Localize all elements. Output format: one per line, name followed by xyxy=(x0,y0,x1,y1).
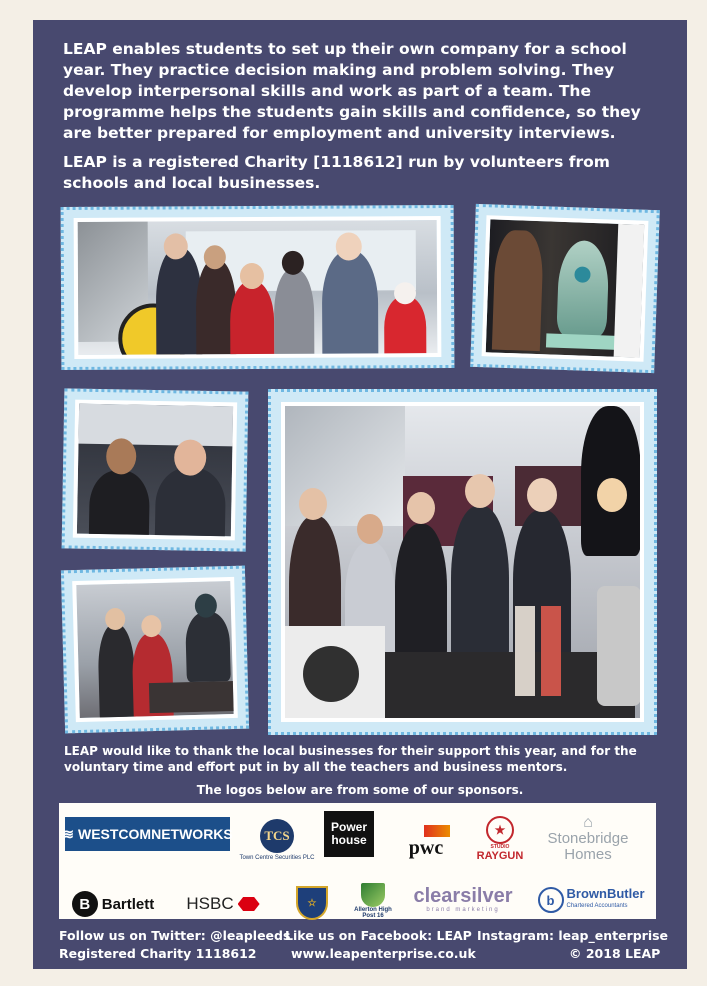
school-crest-logo xyxy=(295,887,329,919)
photo-two-men xyxy=(62,388,249,551)
powerhouse-logo xyxy=(324,811,374,857)
footer-charity: Registered Charity 1118612 xyxy=(59,946,257,961)
allerton-line-2: Post 16 xyxy=(362,913,384,919)
flyer-panel xyxy=(33,20,687,969)
wifi-icon: ≋ xyxy=(62,825,74,842)
studio-raygun-logo xyxy=(469,811,531,867)
footer-facebook: Like us on Facebook: LEAP xyxy=(285,928,472,943)
footer-instagram: Instagram: leap_enterprise xyxy=(477,928,669,943)
brownbutler-b-icon: b xyxy=(538,887,564,913)
hsbc-hexagon-icon xyxy=(238,897,260,911)
raygun-studio: STUDIO xyxy=(490,844,510,850)
bartlett-name: Bartlett xyxy=(101,895,155,913)
powerhouse-line-1: Power xyxy=(330,820,367,834)
raygun-name: RAYGUN xyxy=(476,850,524,862)
tcs-mark: TCS xyxy=(260,819,294,853)
powerhouse-line-2: house xyxy=(331,833,367,847)
clearsilver-sub: brand marketing xyxy=(426,907,500,913)
photo-group-product xyxy=(268,389,657,735)
raygun-icon: ★ xyxy=(486,816,514,844)
brownbutler-logo xyxy=(537,883,645,917)
brownbutler-text xyxy=(567,887,645,913)
westcom-networks-logo xyxy=(62,817,233,851)
westcom-name: WESTCOMNETWORKS xyxy=(77,826,233,842)
pwc-mark-icon xyxy=(424,825,450,837)
tcs-name: Town Centre Securities PLC xyxy=(239,855,315,861)
clearsilver-logo xyxy=(407,883,519,917)
brownbutler-sub: Chartered Accountants xyxy=(566,903,628,909)
intro-paragraph-2: LEAP is a registered Charity [1118612] run by volunteers from schools and local businesses. xyxy=(63,153,610,192)
allerton-shield-icon xyxy=(361,883,385,907)
hsbc-name: HSBC xyxy=(186,894,234,913)
photo-visitors-stall xyxy=(61,566,249,734)
pwc-name: pwc xyxy=(408,836,444,859)
footer-copyright: © 2018 LEAP xyxy=(569,946,661,961)
stonebridge-line-2: Homes xyxy=(564,846,612,863)
intro-text xyxy=(63,39,663,202)
allerton-high-logo xyxy=(351,881,395,921)
sponsor-logos xyxy=(59,803,656,919)
hsbc-logo xyxy=(175,891,271,917)
stonebridge-line-1: Stonebridge xyxy=(547,830,629,847)
bartlett-b-icon: B xyxy=(72,891,98,917)
footer-twitter: Follow us on Twitter: @leapleeds xyxy=(59,928,291,943)
sponsors-note: The logos below are from some of our sponsors. xyxy=(196,783,524,797)
bartlett-logo xyxy=(67,889,159,919)
stonebridge-homes-logo xyxy=(533,809,643,869)
crest-icon: ☆ xyxy=(296,886,328,920)
photo-group-stand xyxy=(61,205,455,370)
allerton-line-1: Allerton High xyxy=(354,907,392,913)
tcs-logo xyxy=(235,813,319,867)
clearsilver-name: clearsilver xyxy=(413,885,513,907)
house-icon: ⌂ xyxy=(583,814,593,831)
brownbutler-name: BrownButler xyxy=(566,886,645,901)
pwc-logo xyxy=(395,821,457,863)
thanks-text: LEAP would like to thank the local businesses for their support this year, and for the voluntary time and effort put in by all the teachers and business mentors. xyxy=(64,744,637,774)
photo-award-trophy xyxy=(470,204,660,373)
intro-paragraph-1: LEAP enables students to set up their own company for a school year. They practice decision making and problem solving. They develop interpersonal skills and work as part of a team. The programme helps the students gain skills and confidence, so they are better prepared for employment and university interviews. xyxy=(63,40,641,142)
footer-website: www.leapenterprise.co.uk xyxy=(291,946,476,961)
